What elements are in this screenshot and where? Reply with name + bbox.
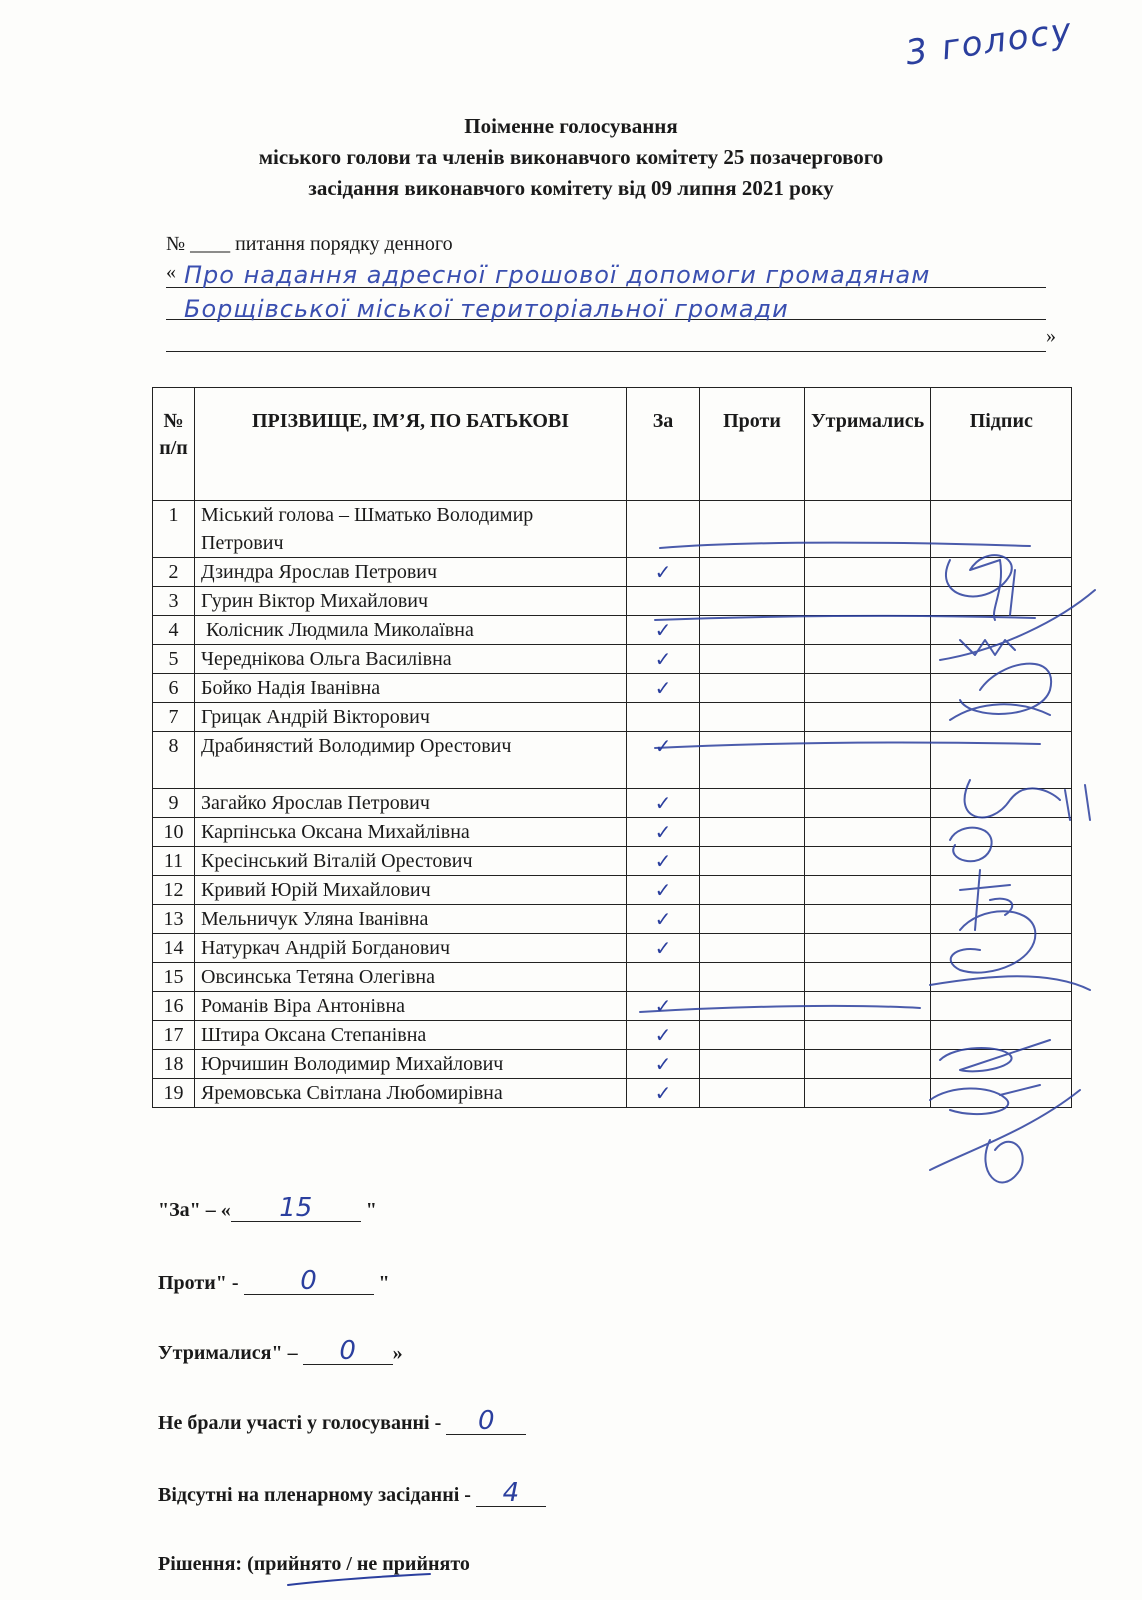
row-za-mark — [627, 963, 700, 992]
row-num: 18 — [153, 1050, 195, 1079]
row-za-mark — [627, 587, 700, 616]
row-utr — [805, 732, 931, 789]
row-num: 10 — [153, 818, 195, 847]
row-za-mark: ✓ — [627, 558, 700, 587]
header-num: № п/п — [153, 388, 195, 501]
row-utr — [805, 616, 931, 645]
row-proty — [700, 645, 805, 674]
row-za-mark — [627, 501, 700, 558]
row-signature — [931, 703, 1072, 732]
row-name: Мельничук Уляна Іванівна — [195, 905, 627, 934]
row-name: Юрчишин Володимир Михайлович — [195, 1050, 627, 1079]
header-za: За — [627, 388, 700, 501]
summary-za-value: 15 — [231, 1195, 361, 1222]
row-name: Карпінська Оксана Михайлівна — [195, 818, 627, 847]
row-proty — [700, 674, 805, 703]
table-row — [153, 732, 1072, 789]
summary-utrymalys — [158, 1338, 403, 1365]
summary-proty — [158, 1268, 390, 1295]
row-num: 5 — [153, 645, 195, 674]
row-num: 1 — [153, 501, 195, 558]
summary-za-end: " — [360, 1199, 377, 1221]
summary-ne-braly — [158, 1408, 526, 1435]
table-header-row — [153, 388, 1072, 501]
row-signature — [931, 934, 1072, 963]
summary-proty-value: 0 — [244, 1268, 374, 1295]
row-num: 7 — [153, 703, 195, 732]
table-row — [153, 847, 1072, 876]
row-utr — [805, 674, 931, 703]
row-proty — [700, 905, 805, 934]
table-row — [153, 674, 1072, 703]
row-name: Гурин Віктор Михайлович — [195, 587, 627, 616]
header-utrymalys: Утримались — [805, 388, 931, 501]
summary-za-label: "За" – « — [158, 1199, 231, 1221]
row-za-mark: ✓ — [627, 616, 700, 645]
row-utr — [805, 558, 931, 587]
row-num: 12 — [153, 876, 195, 905]
row-name: Загайко Ярослав Петрович — [195, 789, 627, 818]
row-name: Кресінський Віталій Орестович — [195, 847, 627, 876]
row-utr — [805, 818, 931, 847]
table-row — [153, 992, 1072, 1021]
row-proty — [700, 616, 805, 645]
row-signature — [931, 905, 1072, 934]
table-row — [153, 963, 1072, 992]
row-signature — [931, 1021, 1072, 1050]
document-subtitle-line-2: засідання виконавчого комітету від 09 липня 2021 року — [308, 176, 834, 200]
row-za-mark: ✓ — [627, 818, 700, 847]
row-proty — [700, 1079, 805, 1108]
summary-proty-end: " — [373, 1272, 390, 1294]
row-num: 15 — [153, 963, 195, 992]
header-pidpys: Підпис — [931, 388, 1072, 501]
row-signature — [931, 876, 1072, 905]
row-proty — [700, 1050, 805, 1079]
row-signature — [931, 1079, 1072, 1108]
table-row — [153, 934, 1072, 963]
row-name: Бойко Надія Іванівна — [195, 674, 627, 703]
row-utr — [805, 587, 931, 616]
summary-vidsutni-value: 4 — [476, 1480, 546, 1507]
row-za-mark: ✓ — [627, 732, 700, 789]
row-utr — [805, 934, 931, 963]
row-utr — [805, 847, 931, 876]
document-title: Поіменне голосування — [464, 114, 678, 138]
row-utr — [805, 501, 931, 558]
row-utr — [805, 905, 931, 934]
row-num: 4 — [153, 616, 195, 645]
row-name: Романів Віра Антонівна — [195, 992, 627, 1021]
summary-vidsutni — [158, 1480, 546, 1507]
row-za-mark: ✓ — [627, 1079, 700, 1108]
table-row — [153, 818, 1072, 847]
row-proty — [700, 963, 805, 992]
row-signature — [931, 732, 1072, 789]
row-num: 17 — [153, 1021, 195, 1050]
row-name: Драбинястий Володимир Орестович — [195, 732, 627, 789]
row-proty — [700, 703, 805, 732]
summary-nebraly-label: Не брали участі у голосуванні - — [158, 1412, 447, 1434]
row-num: 14 — [153, 934, 195, 963]
row-za-mark: ✓ — [627, 789, 700, 818]
row-signature — [931, 501, 1072, 558]
agenda-number-line: № ____ питання порядку денного — [166, 233, 453, 255]
table-row — [153, 1021, 1072, 1050]
row-proty — [700, 558, 805, 587]
table-row — [153, 616, 1072, 645]
header-name: ПРІЗВИЩЕ, ІМ’Я, ПО БАТЬКОВІ — [195, 388, 627, 501]
row-num: 11 — [153, 847, 195, 876]
table-row — [153, 1079, 1072, 1108]
roll-call-table — [152, 387, 1072, 1108]
table-row — [153, 905, 1072, 934]
row-signature — [931, 847, 1072, 876]
table-row — [153, 587, 1072, 616]
row-signature — [931, 1050, 1072, 1079]
row-name: Кривий Юрій Михайлович — [195, 876, 627, 905]
row-proty — [700, 876, 805, 905]
summary-utr-end: » — [392, 1342, 403, 1364]
row-utr — [805, 1050, 931, 1079]
row-num: 16 — [153, 992, 195, 1021]
summary-utr-value: 0 — [303, 1338, 393, 1365]
agenda-close-quote: » — [1046, 325, 1056, 347]
row-num: 9 — [153, 789, 195, 818]
summary-vidsutni-label: Відсутні на пленарному засіданні - — [158, 1484, 476, 1506]
row-za-mark: ✓ — [627, 674, 700, 703]
row-utr — [805, 789, 931, 818]
row-za-mark: ✓ — [627, 847, 700, 876]
document-subtitle-line-1: міського голови та членів виконавчого комітету 25 позачергового — [258, 145, 884, 169]
row-za-mark — [627, 703, 700, 732]
row-name: Грицак Андрій Вікторович — [195, 703, 627, 732]
row-num: 3 — [153, 587, 195, 616]
summary-rishennia-label: Рішення: (прийнято / не прийнято — [158, 1553, 470, 1575]
row-signature — [931, 558, 1072, 587]
row-name: Штира Оксана Степанівна — [195, 1021, 627, 1050]
agenda-question — [166, 256, 1056, 356]
table-row — [153, 789, 1072, 818]
row-name: Овсинська Тетяна Олегівна — [195, 963, 627, 992]
row-proty — [700, 847, 805, 876]
agenda-open-quote: « — [166, 261, 176, 283]
row-name: Міський голова – Шматько Володимир Петрович — [195, 501, 627, 558]
handwritten-corner-note: 3 голосу — [903, 10, 1076, 74]
row-utr — [805, 876, 931, 905]
row-name: Колісник Людмила Миколаївна — [195, 616, 627, 645]
row-utr — [805, 1079, 931, 1108]
row-za-mark: ✓ — [627, 1050, 700, 1079]
summary-rishennia — [158, 1553, 470, 1576]
agenda-rule-3 — [166, 351, 1046, 352]
table-row — [153, 876, 1072, 905]
row-name: Дзиндра Ярослав Петрович — [195, 558, 627, 587]
table-row — [153, 703, 1072, 732]
row-signature — [931, 674, 1072, 703]
summary-proty-label: Проти" - — [158, 1272, 244, 1294]
row-name: Яремовська Світлана Любомирівна — [195, 1079, 627, 1108]
row-name: Череднікова Ольга Василівна — [195, 645, 627, 674]
row-signature — [931, 992, 1072, 1021]
row-za-mark: ✓ — [627, 992, 700, 1021]
row-proty — [700, 587, 805, 616]
row-proty — [700, 789, 805, 818]
row-num: 13 — [153, 905, 195, 934]
row-proty — [700, 1021, 805, 1050]
row-za-mark: ✓ — [627, 905, 700, 934]
row-proty — [700, 992, 805, 1021]
row-za-mark: ✓ — [627, 934, 700, 963]
row-num: 6 — [153, 674, 195, 703]
row-za-mark: ✓ — [627, 1021, 700, 1050]
row-proty — [700, 818, 805, 847]
row-num: 19 — [153, 1079, 195, 1108]
row-name: Натуркач Андрій Богданович — [195, 934, 627, 963]
row-za-mark: ✓ — [627, 876, 700, 905]
row-num: 2 — [153, 558, 195, 587]
row-utr — [805, 992, 931, 1021]
row-utr — [805, 963, 931, 992]
row-proty — [700, 934, 805, 963]
row-utr — [805, 1021, 931, 1050]
header-proty: Проти — [700, 388, 805, 501]
table-row — [153, 645, 1072, 674]
row-utr — [805, 703, 931, 732]
table-row — [153, 1050, 1072, 1079]
row-za-mark: ✓ — [627, 645, 700, 674]
table-row — [153, 558, 1072, 587]
row-signature — [931, 789, 1072, 818]
summary-za — [158, 1195, 377, 1222]
table-row — [153, 501, 1072, 558]
row-proty — [700, 501, 805, 558]
row-signature — [931, 616, 1072, 645]
row-signature — [931, 587, 1072, 616]
summary-nebraly-value: 0 — [446, 1408, 526, 1435]
summary-utr-label: Утрималися" – — [158, 1342, 303, 1364]
row-signature — [931, 818, 1072, 847]
row-num: 8 — [153, 732, 195, 789]
row-signature — [931, 645, 1072, 674]
row-utr — [805, 645, 931, 674]
row-signature — [931, 963, 1072, 992]
row-proty — [700, 732, 805, 789]
agenda-handwritten-text: Про надання адресної грошової допомоги громадянам Борщівської міської територіальної громади — [184, 261, 931, 323]
